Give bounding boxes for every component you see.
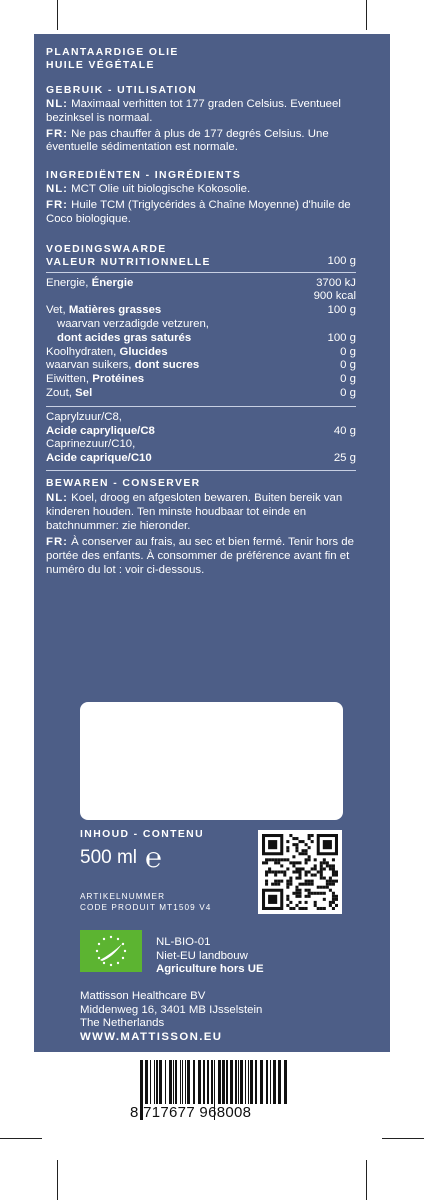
barcode-bar: [238, 1060, 239, 1104]
company-address: Middenweg 16, 3401 MB IJsselstein: [80, 1003, 263, 1016]
barcode-bar: [150, 1060, 151, 1104]
barcode-number: 8 717677 968008: [130, 1104, 252, 1121]
crop-mark: [366, 0, 367, 30]
barcode-bar: [278, 1060, 281, 1104]
storage-nl: NL: Koel, droog en afgesloten bewaren. Buiten bereik van kinderen houden. Ten minste houdbaar tot einde en batchnummer: zie hieronder.: [46, 491, 343, 532]
ingredients-fr: FR: Huile TCM (Triglycérides à Chaîne Moyenne) d'huile de Coco biologique.: [46, 198, 351, 225]
article-number: ARTIKELNUMMER CODE PRODUIT MT1509 V4: [80, 892, 212, 912]
barcode-bar: [230, 1060, 233, 1104]
barcode-bar: [203, 1060, 205, 1104]
nutrition-per: 100 g: [327, 254, 356, 267]
barcode-bar: [187, 1060, 190, 1104]
barcode-bar: [159, 1060, 162, 1104]
barcode-bar: [240, 1060, 243, 1104]
contents-section: [80, 828, 250, 913]
company-name: Mattisson Healthcare BV: [80, 990, 206, 1002]
barcode-bar: [211, 1060, 213, 1104]
crop-mark: [0, 1138, 42, 1139]
crop-mark: [366, 1160, 367, 1200]
storage-section: [46, 477, 356, 578]
nutrition-row-energy: Energie, Énergie 3700 kJ 900 kcal: [46, 276, 356, 303]
barcode-bar: [173, 1060, 174, 1104]
barcode-bar: [218, 1060, 221, 1104]
crop-mark: [57, 0, 58, 30]
nutrition-row-saturated: waarvan verzadigde vetzuren, dont acides gras saturés 100 g: [57, 317, 356, 344]
company-website[interactable]: WWW.MATTISSON.EU: [80, 1030, 223, 1043]
barcode-bar: [250, 1060, 253, 1104]
barcode-bar: [226, 1060, 228, 1104]
nutrition-heading-fr: VALEUR NUTRITIONNELLE: [46, 256, 211, 268]
barcode-bar: [266, 1060, 268, 1104]
barcode-bar: [273, 1060, 276, 1104]
divider: [46, 470, 356, 471]
crop-mark: [382, 1138, 424, 1139]
divider: [46, 406, 356, 407]
organic-origin-fr: Agriculture hors UE: [156, 963, 264, 976]
barcode-bar: [156, 1060, 158, 1104]
volume: [80, 841, 250, 874]
barcode-bar: [245, 1060, 246, 1104]
organic-certification: [156, 936, 264, 977]
estimated-sign-icon: ℮: [145, 841, 162, 874]
barcode-bar: [165, 1060, 166, 1104]
company-info: [80, 990, 262, 1044]
ingredients-nl: NL: MCT Olie uit biologische Kokosolie.: [46, 183, 251, 196]
barcode-bar: [154, 1060, 155, 1104]
nutrition-row-carbohydrates: Koolhydraten, Glucides 0 g: [46, 345, 356, 358]
barcode-bar: [248, 1060, 249, 1104]
barcode-bar: [255, 1060, 257, 1104]
storage-heading: BEWAREN - CONSERVER: [46, 477, 201, 489]
barcode-bar: [175, 1060, 177, 1104]
qr-code-graphic: [262, 834, 338, 910]
barcode-bar: [180, 1060, 181, 1104]
nutrition-row-c8: Caprylzuur/C8, Acide caprylique/C8 40 g: [46, 410, 356, 437]
barcode-bar: [145, 1060, 148, 1104]
eu-organic-leaf-icon: [80, 930, 142, 972]
batch-expiry-box: [80, 702, 343, 820]
barcode-bar: [169, 1060, 172, 1104]
barcode-bar: [193, 1060, 195, 1104]
barcode-bar: [284, 1060, 287, 1104]
organic-code: NL-BIO-01: [156, 936, 211, 948]
product-type-title: PLANTAARDIGE OLIE HUILE VÉGÉTALE: [46, 47, 179, 71]
nutrition-row-salt: Zout, Sel 0 g: [46, 386, 356, 399]
barcode-bar: [222, 1060, 225, 1104]
nutrition-row-sugars: waarvan suikers, dont sucres 0 g: [46, 359, 356, 372]
qr-code-icon[interactable]: [258, 830, 342, 914]
ingredients-section: [46, 169, 356, 226]
barcode-bar: [235, 1060, 237, 1104]
ingredients-heading: INGREDIËNTEN - INGRÉDIENTS: [46, 170, 242, 182]
barcode-bar: [270, 1060, 271, 1104]
storage-fr: FR: À conserver au frais, au sec et bien fermé. Tenir hors de portée des enfants. À consommer de préférence avant fin et numéro du lot : voir ci-dessous.: [46, 536, 354, 576]
divider: [46, 272, 356, 273]
barcode-bar: [185, 1060, 186, 1104]
nutrition-row-protein: Eiwitten, Protéines 0 g: [46, 373, 356, 386]
usage-fr: FR: Ne pas chauffer à plus de 177 degrés Celsius. Une éventuelle sédimentation est normale.: [46, 127, 329, 154]
barcode-bar: [198, 1060, 201, 1104]
contents-heading: INHOUD - CONTENU: [80, 829, 204, 840]
organic-origin-nl: Niet-EU landbouw: [156, 949, 248, 962]
label-content: [46, 46, 356, 578]
usage-nl: NL: Maximaal verhitten tot 177 graden Celsius. Eventueel bezinksel is normaal.: [46, 98, 341, 124]
usage-heading: GEBRUIK - UTILISATION: [46, 85, 198, 96]
usage-section: [46, 84, 356, 155]
nutrition-table: [46, 243, 356, 471]
nutrition-heading-nl: VOEDINGSWAARDE: [46, 243, 167, 255]
barcode-bar: [260, 1060, 263, 1104]
volume-value: 500 ml: [80, 847, 138, 868]
nutrition-row-c10: Caprinezuur/C10, Acide caprique/C10 25 g: [46, 438, 356, 465]
crop-mark: [57, 1160, 58, 1200]
nutrition-row-fat: Vet, Matières grasses 100 g: [46, 304, 356, 317]
company-country: The Netherlands: [80, 1017, 165, 1030]
barcode-bar: [207, 1060, 209, 1104]
nutrition-header: [46, 243, 356, 269]
barcode-bar: [182, 1060, 183, 1104]
